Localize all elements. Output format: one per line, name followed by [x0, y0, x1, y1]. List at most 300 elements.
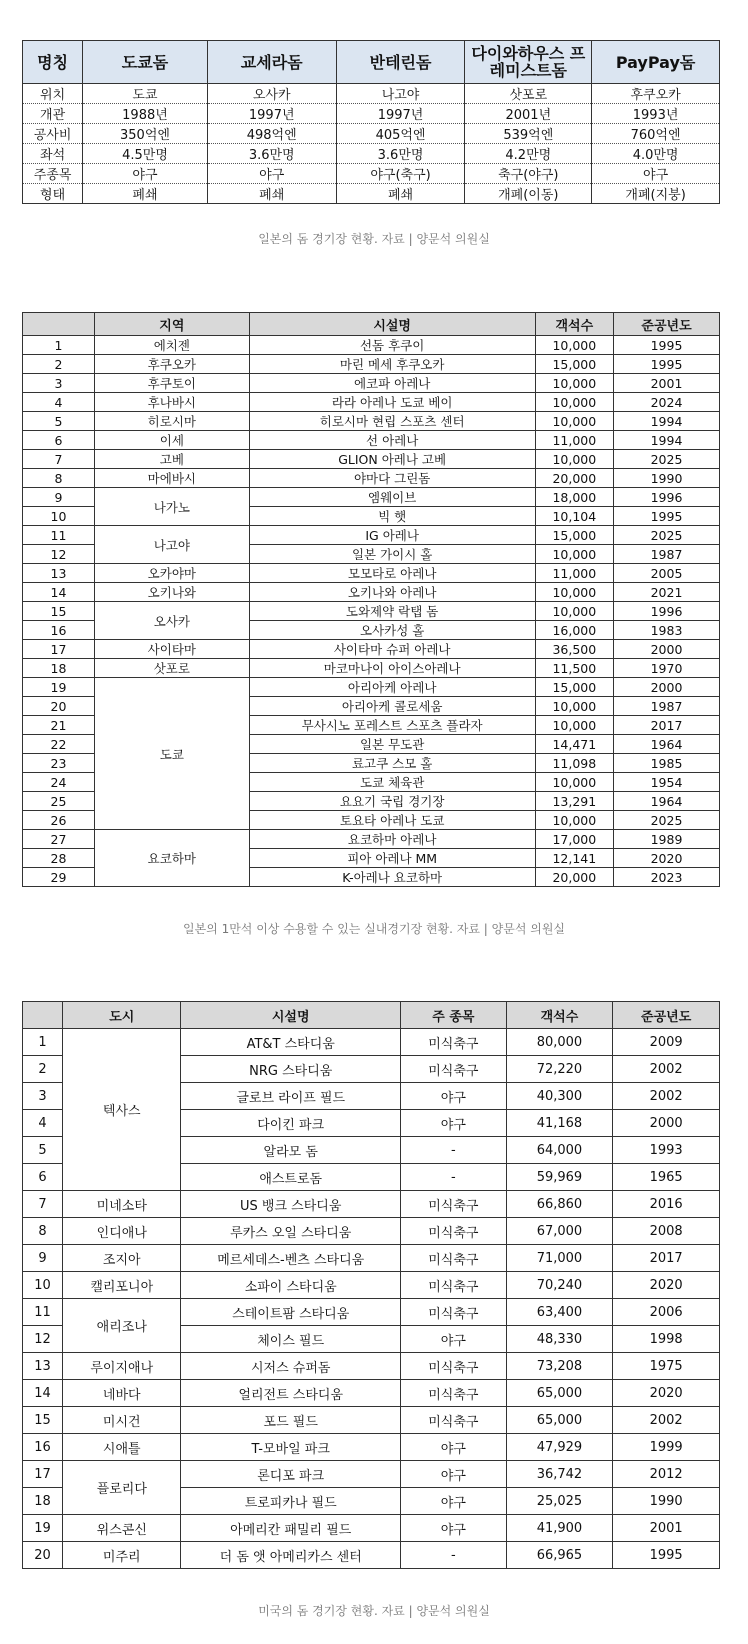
region-cell: 오키나와: [95, 583, 250, 602]
region-cell: 나고야: [95, 526, 250, 564]
sport-cell: 미식축구: [401, 1353, 507, 1380]
seats-cell: 64,000: [506, 1137, 613, 1164]
seats-cell: 10,104: [535, 507, 613, 526]
facility-name-cell: 오사카성 홀: [249, 621, 535, 640]
table-cell: 나고야: [336, 84, 465, 104]
facility-name-cell: 피아 아레나 MM: [249, 849, 535, 868]
header-cell: 명칭: [23, 41, 83, 84]
row-number-cell: 24: [23, 773, 95, 792]
table-row: [23, 830, 720, 849]
table-row: [23, 564, 720, 583]
facility-name-cell: 소파이 스타디움: [181, 1272, 401, 1299]
year-cell: 2017: [614, 716, 720, 735]
year-cell: 1995: [614, 507, 720, 526]
table-row: [23, 1191, 720, 1218]
facility-name-cell: 요코하마 아레나: [249, 830, 535, 849]
table-row: [23, 583, 720, 602]
table-row: [23, 164, 720, 184]
row-label-cell: 좌석: [23, 144, 83, 164]
year-cell: 1994: [614, 412, 720, 431]
row-number-cell: 17: [23, 1461, 63, 1488]
facility-name-cell: 히로시마 현립 스포츠 센터: [249, 412, 535, 431]
row-number-cell: 11: [23, 1299, 63, 1326]
table-cell: 1993년: [592, 104, 720, 124]
year-cell: 2000: [613, 1110, 720, 1137]
table-cell: 4.2만명: [465, 144, 592, 164]
table-row: [23, 1218, 720, 1245]
city-cell: 시애틀: [63, 1434, 181, 1461]
row-number-cell: 20: [23, 697, 95, 716]
year-cell: 2001: [614, 374, 720, 393]
seats-cell: 11,098: [535, 754, 613, 773]
table-cell: 개폐(지붕): [592, 184, 720, 204]
table-cell: 폐쇄: [207, 184, 336, 204]
table-row: [23, 412, 720, 431]
facility-name-cell: 글로브 라이프 필드: [181, 1083, 401, 1110]
seats-cell: 16,000: [535, 621, 613, 640]
facility-name-cell: 마린 메세 후쿠오카: [249, 355, 535, 374]
seats-cell: 10,000: [535, 393, 613, 412]
sport-cell: 미식축구: [401, 1380, 507, 1407]
table-cell: 개폐(이동): [465, 184, 592, 204]
region-cell: 오사카: [95, 602, 250, 640]
seats-cell: 72,220: [506, 1056, 613, 1083]
table-row: [23, 640, 720, 659]
sport-cell: 야구: [401, 1083, 507, 1110]
table-cell: 폐쇄: [336, 184, 465, 204]
sport-cell: 미식축구: [401, 1218, 507, 1245]
facility-name-cell: 애스트로돔: [181, 1164, 401, 1191]
sport-cell: 야구: [401, 1326, 507, 1353]
facility-name-cell: 다이킨 파크: [181, 1110, 401, 1137]
table-cell: 야구: [207, 164, 336, 184]
table-row: [23, 84, 720, 104]
facility-name-cell: 일본 무도관: [249, 735, 535, 754]
facility-name-cell: 선돔 후쿠이: [249, 336, 535, 355]
region-cell: 마에바시: [95, 469, 250, 488]
row-number-cell: 14: [23, 583, 95, 602]
city-cell: 텍사스: [63, 1029, 181, 1191]
year-cell: 2000: [614, 678, 720, 697]
table-row: [23, 1542, 720, 1569]
seats-cell: 10,000: [535, 450, 613, 469]
city-cell: 루이지애나: [63, 1353, 181, 1380]
sport-cell: 미식축구: [401, 1056, 507, 1083]
header-cell: 시설명: [249, 313, 535, 336]
row-number-cell: 6: [23, 431, 95, 450]
facility-name-cell: K-아레나 요코하마: [249, 868, 535, 887]
header-cell: 다이와하우스 프레미스트돔: [465, 41, 592, 84]
row-number-cell: 9: [23, 1245, 63, 1272]
row-number-cell: 20: [23, 1542, 63, 1569]
table-row: [23, 678, 720, 697]
seats-cell: 10,000: [535, 773, 613, 792]
table-body: [23, 84, 720, 204]
region-cell: 에치젠: [95, 336, 250, 355]
seats-cell: 40,300: [506, 1083, 613, 1110]
seats-cell: 20,000: [535, 868, 613, 887]
row-number-cell: 1: [23, 336, 95, 355]
header-cell: 시설명: [181, 1002, 401, 1029]
year-cell: 2025: [614, 526, 720, 545]
header-cell: [23, 1002, 63, 1029]
row-number-cell: 9: [23, 488, 95, 507]
facility-name-cell: 오키나와 아레나: [249, 583, 535, 602]
table-row: [23, 336, 720, 355]
region-cell: 나가노: [95, 488, 250, 526]
table-row: [23, 393, 720, 412]
table-cell: 축구(야구): [465, 164, 592, 184]
year-cell: 1964: [614, 792, 720, 811]
city-cell: 미시건: [63, 1407, 181, 1434]
facility-name-cell: 더 돔 앳 아메리카스 센터: [181, 1542, 401, 1569]
table-cell: 야구(축구): [336, 164, 465, 184]
facility-name-cell: US 뱅크 스타디움: [181, 1191, 401, 1218]
seats-cell: 66,860: [506, 1191, 613, 1218]
year-cell: 2002: [613, 1083, 720, 1110]
year-cell: 2025: [614, 450, 720, 469]
year-cell: 1985: [614, 754, 720, 773]
seats-cell: 59,969: [506, 1164, 613, 1191]
table-row: [23, 1272, 720, 1299]
table-row: [23, 1299, 720, 1326]
year-cell: 1987: [614, 697, 720, 716]
facility-name-cell: GLION 아레나 고베: [249, 450, 535, 469]
region-cell: 후쿠오카: [95, 355, 250, 374]
seats-cell: 25,025: [506, 1488, 613, 1515]
row-number-cell: 28: [23, 849, 95, 868]
table-row: [23, 1434, 720, 1461]
seats-cell: 80,000: [506, 1029, 613, 1056]
table-row: [23, 1407, 720, 1434]
seats-cell: 67,000: [506, 1218, 613, 1245]
row-number-cell: 12: [23, 545, 95, 564]
seats-cell: 63,400: [506, 1299, 613, 1326]
sport-cell: 미식축구: [401, 1029, 507, 1056]
table-cell: 오사카: [207, 84, 336, 104]
row-number-cell: 19: [23, 678, 95, 697]
seats-cell: 10,000: [535, 697, 613, 716]
table-cell: 498억엔: [207, 124, 336, 144]
row-number-cell: 29: [23, 868, 95, 887]
row-number-cell: 10: [23, 507, 95, 526]
year-cell: 1995: [614, 355, 720, 374]
table-header-row: [23, 41, 720, 84]
city-cell: 인디애나: [63, 1218, 181, 1245]
row-number-cell: 15: [23, 1407, 63, 1434]
facility-name-cell: 에코파 아레나: [249, 374, 535, 393]
table-row: [23, 1461, 720, 1488]
row-number-cell: 11: [23, 526, 95, 545]
row-number-cell: 23: [23, 754, 95, 773]
region-cell: 이세: [95, 431, 250, 450]
seats-cell: 11,500: [535, 659, 613, 678]
seats-cell: 14,471: [535, 735, 613, 754]
facility-name-cell: 요요기 국립 경기장: [249, 792, 535, 811]
table-cell: 3.6만명: [207, 144, 336, 164]
year-cell: 2009: [613, 1029, 720, 1056]
city-cell: 조지아: [63, 1245, 181, 1272]
year-cell: 1994: [614, 431, 720, 450]
seats-cell: 71,000: [506, 1245, 613, 1272]
table-row: [23, 450, 720, 469]
row-number-cell: 14: [23, 1380, 63, 1407]
row-number-cell: 25: [23, 792, 95, 811]
table-cell: 1997년: [336, 104, 465, 124]
year-cell: 2020: [613, 1380, 720, 1407]
table-row: [23, 184, 720, 204]
facility-name-cell: 선 아레나: [249, 431, 535, 450]
row-number-cell: 8: [23, 1218, 63, 1245]
year-cell: 1965: [613, 1164, 720, 1191]
sport-cell: -: [401, 1542, 507, 1569]
facility-name-cell: 야마다 그린돔: [249, 469, 535, 488]
table-row: [23, 659, 720, 678]
table-cell: 3.6만명: [336, 144, 465, 164]
region-cell: 도쿄: [95, 678, 250, 830]
seats-cell: 66,965: [506, 1542, 613, 1569]
sport-cell: 야구: [401, 1461, 507, 1488]
row-number-cell: 16: [23, 621, 95, 640]
table-row: [23, 355, 720, 374]
region-cell: 히로시마: [95, 412, 250, 431]
table-row: [23, 1515, 720, 1542]
row-number-cell: 15: [23, 602, 95, 621]
seats-cell: 13,291: [535, 792, 613, 811]
row-number-cell: 10: [23, 1272, 63, 1299]
table-row: [23, 526, 720, 545]
facility-name-cell: 도와제약 락탭 돔: [249, 602, 535, 621]
facility-name-cell: 마코마나이 아이스아레나: [249, 659, 535, 678]
seats-cell: 11,000: [535, 564, 613, 583]
table-caption: 일본의 돔 경기장 현황. 자료 | 양문석 의원실: [258, 232, 490, 246]
row-label-cell: 공사비: [23, 124, 83, 144]
header-cell: [23, 313, 95, 336]
seats-cell: 10,000: [535, 811, 613, 830]
facility-name-cell: 료고쿠 스모 홀: [249, 754, 535, 773]
row-number-cell: 12: [23, 1326, 63, 1353]
year-cell: 1975: [613, 1353, 720, 1380]
row-number-cell: 17: [23, 640, 95, 659]
facility-name-cell: 메르세데스-벤츠 스타디움: [181, 1245, 401, 1272]
facility-name-cell: 사이타마 슈퍼 아레나: [249, 640, 535, 659]
facility-name-cell: 무사시노 포레스트 스포츠 플라자: [249, 716, 535, 735]
row-number-cell: 1: [23, 1029, 63, 1056]
japan-dome-table: [22, 40, 720, 204]
facility-name-cell: 도쿄 체육관: [249, 773, 535, 792]
table-caption: 미국의 돔 경기장 현황. 자료 | 양문석 의원실: [258, 1604, 490, 1618]
row-number-cell: 7: [23, 1191, 63, 1218]
region-cell: 삿포로: [95, 659, 250, 678]
facility-name-cell: T-모바일 파크: [181, 1434, 401, 1461]
year-cell: 2000: [614, 640, 720, 659]
table-cell: 삿포로: [465, 84, 592, 104]
year-cell: 1964: [614, 735, 720, 754]
table-cell: 760억엔: [592, 124, 720, 144]
facility-name-cell: 엠웨이브: [249, 488, 535, 507]
seats-cell: 10,000: [535, 602, 613, 621]
region-cell: 후쿠토이: [95, 374, 250, 393]
table-row: [23, 124, 720, 144]
row-number-cell: 4: [23, 1110, 63, 1137]
facility-name-cell: 론디포 파크: [181, 1461, 401, 1488]
seats-cell: 10,000: [535, 336, 613, 355]
facility-name-cell: 모모타로 아레나: [249, 564, 535, 583]
table-cell: 야구: [592, 164, 720, 184]
table-row: [23, 374, 720, 393]
city-cell: 네바다: [63, 1380, 181, 1407]
table-row: [23, 602, 720, 621]
sport-cell: 야구: [401, 1488, 507, 1515]
seats-cell: 41,900: [506, 1515, 613, 1542]
table-row: [23, 469, 720, 488]
header-cell: 준공년도: [613, 1002, 720, 1029]
year-cell: 2016: [613, 1191, 720, 1218]
facility-name-cell: 아리아케 콜로세움: [249, 697, 535, 716]
row-label-cell: 위치: [23, 84, 83, 104]
seats-cell: 12,141: [535, 849, 613, 868]
row-number-cell: 8: [23, 469, 95, 488]
row-number-cell: 13: [23, 564, 95, 583]
table-cell: 4.0만명: [592, 144, 720, 164]
year-cell: 2008: [613, 1218, 720, 1245]
year-cell: 1987: [614, 545, 720, 564]
year-cell: 1983: [614, 621, 720, 640]
facility-name-cell: 토요타 아레나 도쿄: [249, 811, 535, 830]
city-cell: 미네소타: [63, 1191, 181, 1218]
row-number-cell: 18: [23, 659, 95, 678]
table-row: [23, 431, 720, 450]
header-cell: 준공년도: [614, 313, 720, 336]
table-row: [23, 1380, 720, 1407]
facility-name-cell: 스테이트팜 스타디움: [181, 1299, 401, 1326]
header-cell: 도쿄돔: [83, 41, 208, 84]
city-cell: 캘리포니아: [63, 1272, 181, 1299]
year-cell: 1970: [614, 659, 720, 678]
year-cell: 1995: [614, 336, 720, 355]
facility-name-cell: 포드 필드: [181, 1407, 401, 1434]
year-cell: 2025: [614, 811, 720, 830]
table-cell: 4.5만명: [83, 144, 208, 164]
sport-cell: 야구: [401, 1515, 507, 1542]
header-cell: 교세라돔: [207, 41, 336, 84]
facility-name-cell: 라라 아레나 도쿄 베이: [249, 393, 535, 412]
table-row: [23, 1245, 720, 1272]
year-cell: 1990: [614, 469, 720, 488]
table-cell: 1988년: [83, 104, 208, 124]
seats-cell: 11,000: [535, 431, 613, 450]
row-number-cell: 21: [23, 716, 95, 735]
table-body: [23, 336, 720, 887]
seats-cell: 36,500: [535, 640, 613, 659]
year-cell: 1996: [614, 488, 720, 507]
seats-cell: 15,000: [535, 526, 613, 545]
seats-cell: 15,000: [535, 678, 613, 697]
table-row: [23, 144, 720, 164]
year-cell: 2020: [613, 1272, 720, 1299]
row-number-cell: 2: [23, 1056, 63, 1083]
row-number-cell: 26: [23, 811, 95, 830]
facility-name-cell: 빅 햇: [249, 507, 535, 526]
year-cell: 2001: [613, 1515, 720, 1542]
header-cell: 주 종목: [401, 1002, 507, 1029]
seats-cell: 10,000: [535, 716, 613, 735]
header-cell: 지역: [95, 313, 250, 336]
header-cell: 도시: [63, 1002, 181, 1029]
row-number-cell: 27: [23, 830, 95, 849]
year-cell: 1993: [613, 1137, 720, 1164]
row-label-cell: 형태: [23, 184, 83, 204]
year-cell: 2002: [613, 1407, 720, 1434]
seats-cell: 10,000: [535, 412, 613, 431]
region-cell: 후나바시: [95, 393, 250, 412]
facility-name-cell: 시저스 슈퍼돔: [181, 1353, 401, 1380]
seats-cell: 20,000: [535, 469, 613, 488]
seats-cell: 18,000: [535, 488, 613, 507]
seats-cell: 73,208: [506, 1353, 613, 1380]
facility-name-cell: 얼리전트 스타디움: [181, 1380, 401, 1407]
header-cell: 객석수: [535, 313, 613, 336]
facility-name-cell: 일본 가이시 홀: [249, 545, 535, 564]
row-number-cell: 2: [23, 355, 95, 374]
facility-name-cell: 체이스 필드: [181, 1326, 401, 1353]
year-cell: 1998: [613, 1326, 720, 1353]
year-cell: 1995: [613, 1542, 720, 1569]
row-label-cell: 주종목: [23, 164, 83, 184]
seats-cell: 65,000: [506, 1380, 613, 1407]
table-row: [23, 104, 720, 124]
year-cell: 1989: [614, 830, 720, 849]
year-cell: 1990: [613, 1488, 720, 1515]
region-cell: 사이타마: [95, 640, 250, 659]
japan-arena-table: [22, 312, 720, 887]
table-cell: 후쿠오카: [592, 84, 720, 104]
table-caption: 일본의 1만석 이상 수용할 수 있는 실내경기장 현황. 자료 | 양문석 의원실: [182, 922, 566, 936]
region-cell: 고베: [95, 450, 250, 469]
table-header-row: [23, 1002, 720, 1029]
year-cell: 2023: [614, 868, 720, 887]
header-cell: PayPay돔: [592, 41, 720, 84]
sport-cell: 야구: [401, 1434, 507, 1461]
year-cell: 1954: [614, 773, 720, 792]
year-cell: 1999: [613, 1434, 720, 1461]
year-cell: 2021: [614, 583, 720, 602]
row-number-cell: 19: [23, 1515, 63, 1542]
row-number-cell: 4: [23, 393, 95, 412]
year-cell: 2024: [614, 393, 720, 412]
year-cell: 1996: [614, 602, 720, 621]
year-cell: 2006: [613, 1299, 720, 1326]
city-cell: 애리조나: [63, 1299, 181, 1353]
year-cell: 2017: [613, 1245, 720, 1272]
row-number-cell: 13: [23, 1353, 63, 1380]
seats-cell: 41,168: [506, 1110, 613, 1137]
seats-cell: 65,000: [506, 1407, 613, 1434]
table-row: [23, 488, 720, 507]
header-cell: 객석수: [506, 1002, 613, 1029]
row-number-cell: 18: [23, 1488, 63, 1515]
facility-name-cell: 아메리칸 패밀리 필드: [181, 1515, 401, 1542]
facility-name-cell: NRG 스타디움: [181, 1056, 401, 1083]
seats-cell: 10,000: [535, 374, 613, 393]
us-dome-table: [22, 1001, 720, 1569]
city-cell: 미주리: [63, 1542, 181, 1569]
table-row: [23, 1353, 720, 1380]
city-cell: 플로리다: [63, 1461, 181, 1515]
header-cell: 반테린돔: [336, 41, 465, 84]
facility-name-cell: 루카스 오일 스타디움: [181, 1218, 401, 1245]
region-cell: 오카야마: [95, 564, 250, 583]
